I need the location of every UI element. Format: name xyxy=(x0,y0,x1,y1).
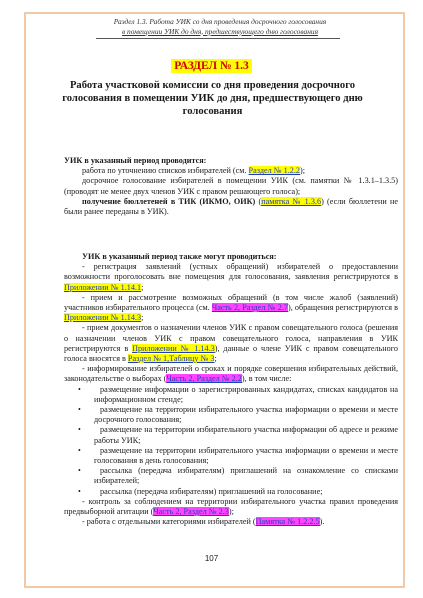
ref-part2-section-2-3[interactable]: Часть 2, Раздел № 2.3 xyxy=(153,507,229,517)
ref-part2-section-2-7[interactable]: Часть 2, Раздел № 2.7 xyxy=(211,303,288,313)
ref-part2-section-2-2[interactable]: Часть 2, Раздел № 2.2 xyxy=(166,374,242,384)
block2-title: УИК в указанный период также могут проводиться: xyxy=(82,252,277,261)
bullet-icon: • xyxy=(78,425,81,435)
block2-item-members: - прием документов о назначении членов УИК с правом совещательного голоса (решения о назначении членов УИК с правом совещательного голоса, направления в УИК регистрируются в Приложении № 1.14.3), данные о члене УИК с правом совещательного голоса вносятся в Раздел № 1,Таблицу № 3; xyxy=(64,323,398,364)
block2-item-complaints: - прием и рассмотрение возможных обращений (в том числе жалоб (заявлений) участников избирательного процесса (см. Часть 2, Раздел № 2.7), обращения регистрируются в Приложении № 1.14.3; xyxy=(64,292,399,323)
bullet-icon: • xyxy=(78,466,81,476)
block1-item-early-voting: досрочное голосование избирателей в помещении УИК (см. памятки № 1.3.1–1.3.5) (проводят не менее двух членов УИК с правом решающего голоса); xyxy=(64,176,398,196)
running-head-line2: в помещении УИК до дня, предшествующего дню голосования xyxy=(121,26,319,36)
list-item: • размещение на территории избирательного участка информации о времени и месте досрочного голосования; xyxy=(78,405,398,425)
running-head xyxy=(60,17,380,36)
ref-memo-1-3-6[interactable]: памятка № 1.3.6 xyxy=(261,196,322,206)
running-head-line1: Раздел 1.3. Работа УИК со дня проведения досрочного голосования xyxy=(113,17,327,26)
section-heading: Работа участковой комиссии со дня проведения досрочного голосования в помещении УИК до дня, предшествующего дню голосования xyxy=(62,80,363,117)
list-item: • рассылка (передача избирателям) приглашений на голосование; xyxy=(78,486,323,496)
block2-item-registration: - регистрация заявлений (устных обращений) избирателей о предоставлении возможности проголосовать вне помещения для голосования, заявления регистрируются в Приложении № 1.14.1; xyxy=(64,262,398,292)
bullet-icon: • xyxy=(78,486,81,496)
section-number xyxy=(0,56,423,74)
list-item: • размещение на территории избирательного участка информации об адресе и режиме работы УИК; xyxy=(78,425,398,445)
block1-title: УИК в указанный период проводится: xyxy=(64,156,207,165)
block2-item-categories: - работа с отдельными категориями избирателей (Памятка № 1.2.2.5). xyxy=(82,517,325,527)
block2-item-agitation: - контроль за соблюдением на территории избирательного участка правил проведения предвыборной агитации (Часть 2, Раздел № 2.3); xyxy=(64,496,398,517)
list-item: • рассылка (передача избирателям) приглашений на ознакомление со списками избирателей; xyxy=(78,466,398,486)
block-optional-activities xyxy=(64,252,398,527)
ref-memo-1-2-2-5[interactable]: Памятка № 1.2.2.5 xyxy=(255,517,320,527)
block1-item-ballots: получение бюллетеней в ТИК (ИКМО, ОИК) (памятка № 1.3.6) (если бюллетени не были ранее переданы в УИК). xyxy=(64,196,398,217)
ref-appendix-1-14-3-b[interactable]: Приложении № 1.14.3 xyxy=(132,343,215,353)
bullet-icon: • xyxy=(78,445,81,455)
bullet-icon: • xyxy=(78,405,81,415)
block-period-activities xyxy=(64,156,398,217)
section-number-label: РАЗДЕЛ № 1.3 xyxy=(171,59,252,73)
ref-appendix-1-14-3-a[interactable]: Приложении № 1.14.3 xyxy=(64,313,142,323)
list-item: • размещение на территории избирательного участка информации о времени и месте голосования в день голосования; xyxy=(78,445,398,466)
header-divider xyxy=(96,38,340,39)
list-item: • размещение информации о зарегистрированных кандидатах, списках кандидатов на информационном стенде; xyxy=(78,384,398,404)
block2-item-informing: - информирование избирателей о сроках и порядке совершения избирательных действий, законодательстве о выборах (Часть 2, Раздел № 2.2), в том числе: xyxy=(64,364,398,384)
ref-section-1-table-3[interactable]: Раздел № 1,Таблицу № 3 xyxy=(127,354,215,364)
bullet-icon: • xyxy=(78,384,81,394)
ref-appendix-1-14-1[interactable]: Приложении № 1.14.1 xyxy=(64,282,142,292)
page-number: 107 xyxy=(204,554,219,563)
block1-item-lists: работа по уточнению списков избирателей (см. Раздел № 1.2.2); xyxy=(82,166,306,176)
ref-section-1-2-2[interactable]: Раздел № 1.2.2 xyxy=(248,166,300,176)
